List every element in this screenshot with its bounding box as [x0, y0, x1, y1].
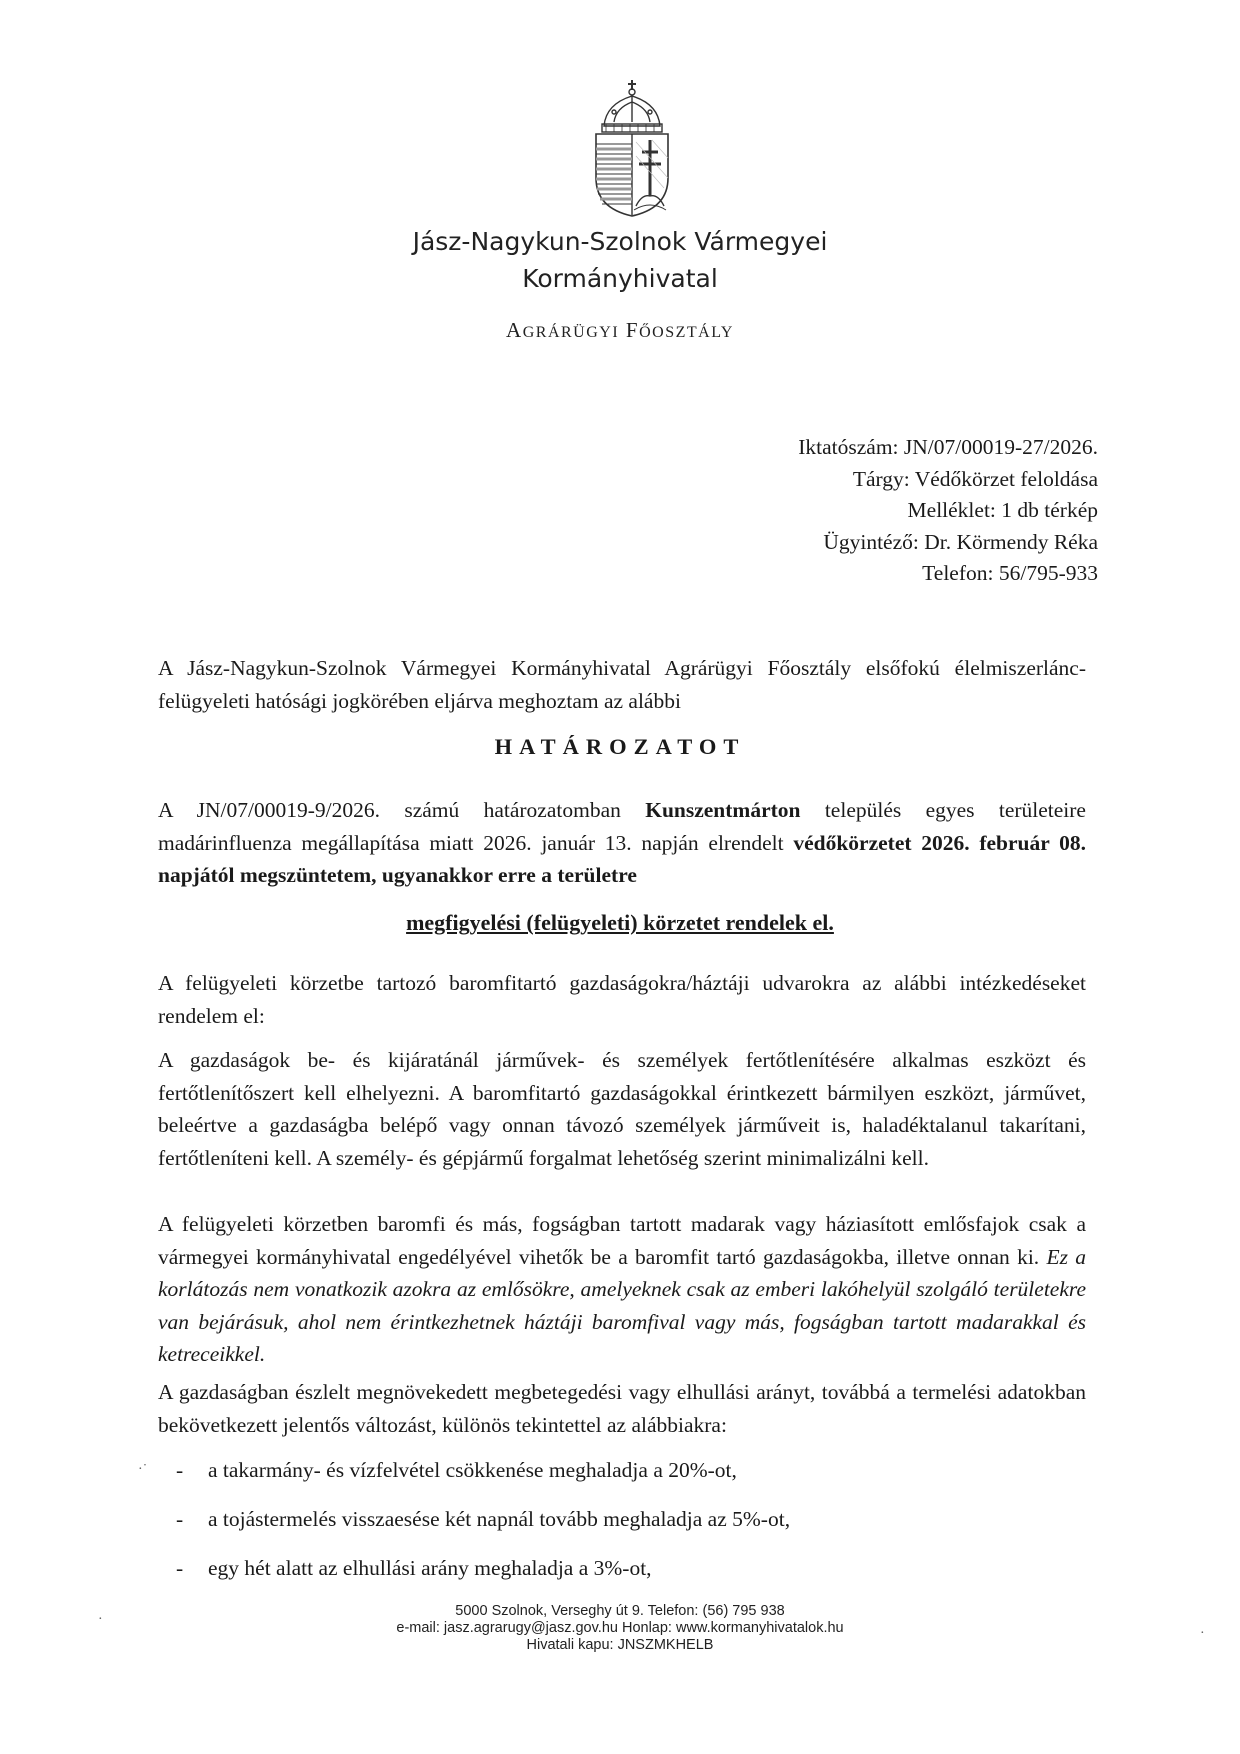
scan-speck: ·˙ — [138, 1462, 148, 1477]
list-item: - a takarmány- és vízfelvétel csökkenése meghaladja a 20%-ot, — [176, 1454, 1076, 1503]
list-item-text: egy hét alatt az elhullási arány meghaladja a 3%-ot, — [208, 1556, 652, 1580]
reference-number: Iktatószám: JN/07/00019-27/2026. — [798, 435, 1098, 459]
paragraph-1: A felügyeleti körzetbe tartozó baromfitartó gazdaságokra/háztáji udvarokra az alábbi intézkedéseket rendelem el: — [158, 971, 1086, 1028]
org-name-line1: Jász-Nagykun-Szolnok Vármegyei — [412, 227, 828, 256]
scan-speck: · — [98, 1612, 103, 1627]
footer-address: 5000 Szolnok, Verseghy út 9. Telefon: (56) 795 938 — [455, 1603, 785, 1619]
footer-contact: e-mail: jasz.agrarugy@jasz.gov.hu Honlap: www.kormanyhivatalok.hu — [396, 1620, 844, 1636]
paragraph-3-normal: A felügyeleti körzetben baromfi és más, fogságban tartott madarak vagy háziasított emlősfajok csak a vármegyei kormányhivatal engedélyével vihetők be a baromfit tartó gazdaságokba, illetve onnan ki. — [158, 1212, 1086, 1269]
decision-place: Kunszentmárton — [645, 798, 801, 822]
paragraph-4: A gazdaságban észlelt megnövekedett megbetegedési vagy elhullási arányt, továbbá a termelési adatokban bekövetkezett jelentős változást, különös tekintettel az alábbiakra: — [158, 1380, 1086, 1437]
list-item-text: a takarmány- és vízfelvétel csökkenése meghaladja a 20%-ot, — [208, 1458, 737, 1482]
bullet-list — [176, 1454, 1076, 1601]
decision-part2: település egyes területeire madárinfluenza megállapítása miatt 2026. január 13. napján elrendelt — [158, 798, 1086, 855]
intro-paragraph: A Jász-Nagykun-Szolnok Vármegyei Kormányhivatal Agrárügyi Főosztály elsőfokú élelmiszerlánc-felügyeleti hatósági jogkörében eljárva meghoztam az alábbi — [158, 656, 1086, 713]
list-item-text: a tojástermelés visszaesése két napnál tovább meghaladja az 5%-ot, — [208, 1507, 791, 1531]
scan-speck: · — [1200, 1626, 1205, 1641]
paragraph-3 — [158, 1208, 1086, 1371]
decision-title: HATÁROZATOT — [494, 734, 746, 759]
coat-of-arms-crest — [592, 78, 672, 218]
decision-paragraph — [158, 794, 1086, 892]
decision-part1: A JN/07/00019-9/2026. számú határozatomban — [158, 798, 646, 822]
document-meta — [798, 432, 1098, 590]
officer-line: Ügyintéző: Dr. Körmendy Réka — [823, 529, 1098, 554]
attachment-line: Melléklet: 1 db térkép — [907, 498, 1098, 522]
paragraph-2: A gazdaságok be- és kijáratánál járművek- és személyek fertőtlenítésére alkalmas eszközt és fertőtlenítőszert kell elhelyezni. A baromfitartó gazdaságokkal érintkezett bármilyen eszközt, járművet, beleértve a gazdaságba belépő vagy onnan távozó személyek járműveit is, haladéktalanul takarítani, fertőtleníteni kell. A személy- és gépjármű forgalmat lehetőség szerint minimalizálni kell. — [158, 1048, 1086, 1170]
department-text: AGRÁRÜGYI FŐOSZTÁLY — [506, 318, 734, 342]
decision-bold-end: védőkörzetet 2026. február 08. napjától megszüntetem, ugyanakkor erre a területre — [158, 830, 1086, 887]
footer-portal: Hivatali kapu: JNSZMKHELB — [526, 1637, 714, 1653]
paragraph-3-italic: Ez a korlátozás nem vonatkozik azokra az emlősökre, amelyeknek csak az emberi lakóhelyül szolgáló területekre van bejárásuk, ahol nem érintkezhetnek háztáji baromfival vagy más, fogságban tartott madarakkal és ketreceikkel. — [158, 1244, 1086, 1366]
decision-subtitle: megfigyelési (felügyeleti) körzetet rendelek el. — [406, 910, 834, 935]
list-item: - egy hét alatt az elhullási arány meghaladja a 3%-ot, — [176, 1552, 1076, 1601]
page-footer — [0, 1603, 1240, 1654]
subject-line: Tárgy: Védőkörzet feloldása — [852, 466, 1098, 491]
list-item: - a tojástermelés visszaesése két napnál tovább meghaladja az 5%-ot, — [176, 1503, 1076, 1552]
phone-line: Telefon: 56/795-933 — [922, 561, 1098, 585]
org-name-line2: Kormányhivatal — [522, 264, 718, 293]
department-name — [0, 318, 1240, 343]
